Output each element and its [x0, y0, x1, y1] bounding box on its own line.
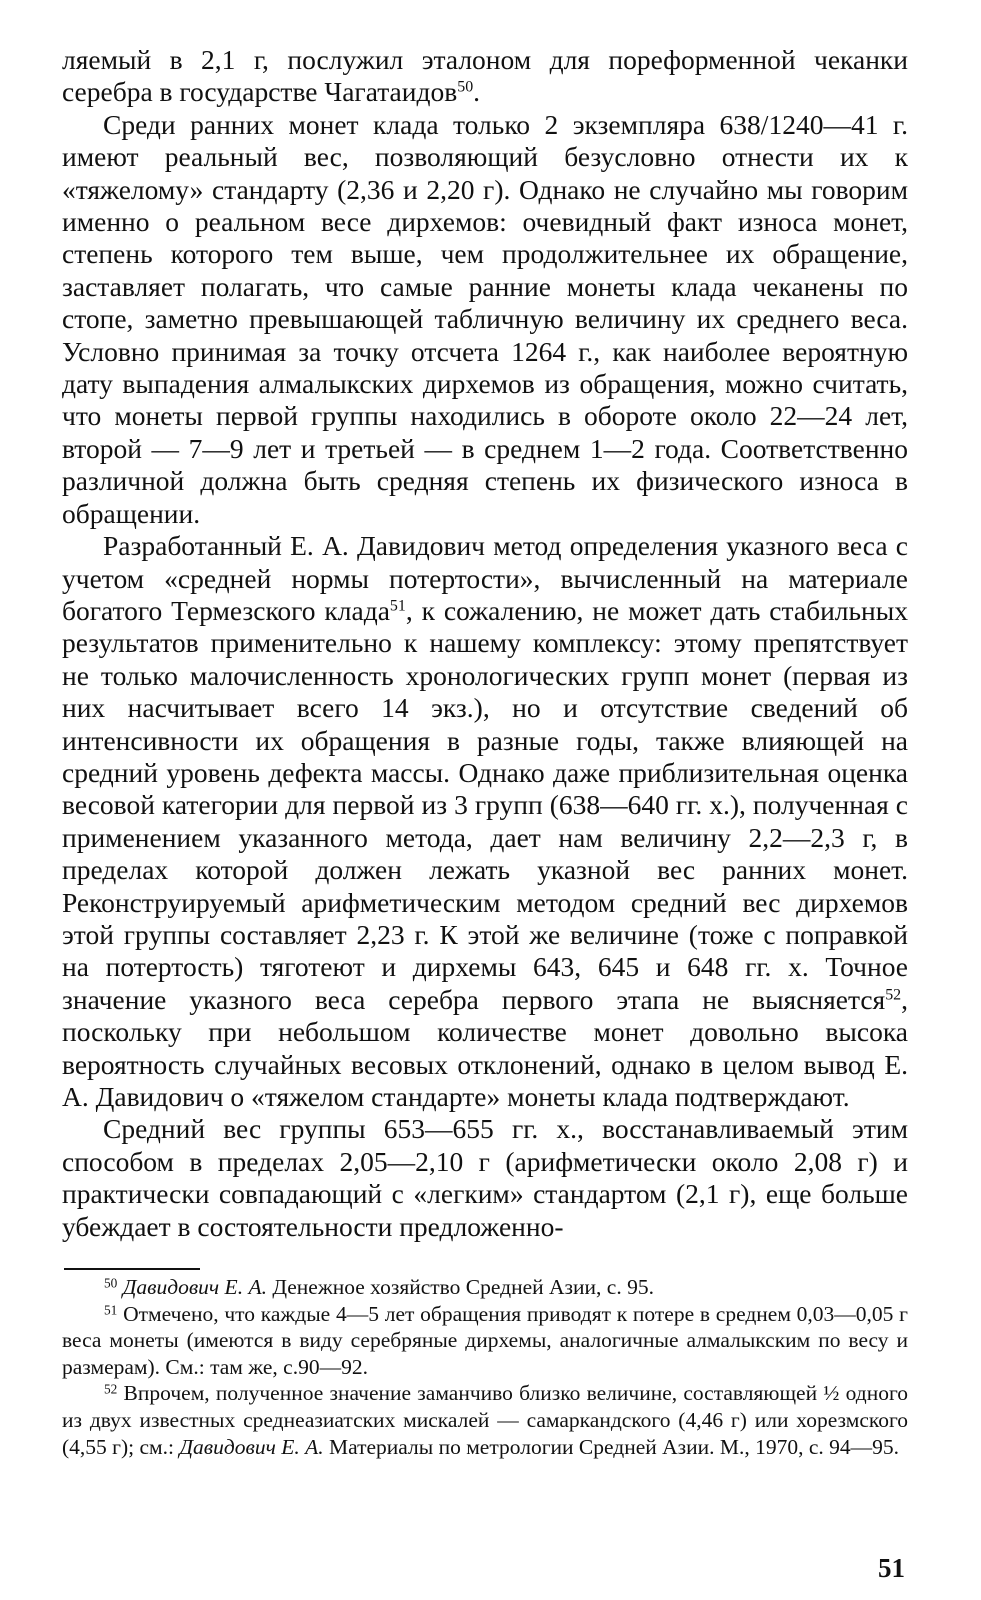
footnote-ref-51: 51	[389, 597, 406, 615]
paragraph-text: Среди ранних монет клада только 2 экземпляра 638/1240—41 г. имеют реальный вес, позволяющий безусловно отнести их к «тяжелому» стандарту (2,36 и 2,20 г). Однако не случайно мы говорим именно о реальном весе дирхемов: очевидный факт износа монет, степень которого тем выше, чем продолжительнее их обращение, заставляет полагать, что самые ранние монеты клада чеканены по стопе, заметно превышающей табличную величину их среднего веса. Условно принимая за точку отсчета 1264 г., как наиболее вероятную дату выпадения алмалыкских дирхемов из обращения, можно считать, что монеты первой группы находились в обороте около 22—24 лет, второй — 7—9 лет и третьей — в среднем 1—2 года. Соответственно различной должна быть средняя степень их физического износа в обращении.	[62, 108, 908, 529]
paragraph-text: Разработанный Е. А. Давидович метод определения указного веса с учетом «средней нормы потертости», вычисленный на материале богатого Термезского клада	[62, 530, 908, 626]
footnote-51	[62, 1301, 908, 1381]
paragraph-text: , поскольку при небольшом количестве монет довольно высока вероятность случайных весовых отклонений, однако в целом вывод Е. А. Давидович о «тяжелом стандарте» монеты клада подтверждают.	[62, 983, 908, 1112]
paragraph-text: Средний вес группы 653—655 гг. х., восстанавливаемый этим способом в пределах 2,05—2,10 г (арифметически около 2,08 г) и практически совпадающий с «легким» стандартом (2,1 г), еще больше убеждает в состоятельности предложенно-	[62, 1113, 908, 1242]
footnote-text: Материалы по метрологии Средней Азии. М., 1970, с. 94—95.	[323, 1434, 900, 1459]
paragraph-text: .	[473, 76, 481, 108]
footnote-text: Денежное хозяйство Средней Азии, с. 95.	[266, 1275, 654, 1299]
page-number: 51	[878, 1553, 905, 1583]
footnote-50	[62, 1274, 908, 1301]
paragraph-text: , к сожалению, не может дать стабильных результатов применительно к нашему комплексу: этому препятствует не только малочисленность хронологических групп монет (первая из них насчитывает всего 14 экз.), но и отсутствие сведений об интенсивности их обращения в разные годы, также влияющей на средний уровень дефекта массы. Однако даже приблизительная оценка весовой категории для первой из 3 групп (638—640 гг. х.), полученная с применением указанного метода, дает нам величину 2,2—2,3 г, в пределах которой должен лежать указной вес ранних монет. Реконструируемый арифметическим методом средний вес дирхемов этой группы составляет 2,23 г. К этой же величине (тоже с поправкой на потертость) тяготеют и дирхемы 643, 645 и 648 гг. х. Точное значение указного веса серебра первого этапа не выясняется	[62, 594, 908, 1015]
footnote-number: 50	[104, 1275, 118, 1291]
paragraph-2	[62, 109, 908, 530]
footnote-text: Впрочем, полученное значение заманчиво близко величине, составляющей ½ одного из двух известных среднеазиатских мискалей — самаркандского (4,46 г) или хорезмского (4,55 г); см.:	[62, 1381, 908, 1459]
footnote-author: Давидович Е. А.	[179, 1434, 324, 1459]
main-text	[62, 44, 908, 1243]
footnote-ref-52: 52	[885, 986, 902, 1004]
footnote-number: 52	[104, 1381, 118, 1397]
footnote-number: 51	[104, 1301, 118, 1317]
paragraph-4	[62, 1113, 908, 1243]
footnote-text: Отмечено, что каждые 4—5 лет обращения приводят к потере в среднем 0,03—0,05 г веса монеты (имеются в виду серебряные дирхемы, аналогичные алмалыкским по весу и размерам). См.: там же, с.90—92.	[62, 1301, 908, 1379]
paragraph-1	[62, 44, 908, 109]
footnote-ref-50: 50	[457, 78, 474, 96]
footnote-author: Давидович Е. А.	[122, 1275, 267, 1299]
footnotes	[62, 1274, 908, 1460]
footnote-separator	[64, 1268, 200, 1270]
paragraph-text: ляемый в 2,1 г, послужил эталоном для пореформенной чеканки серебра в государстве Чагатаидов	[62, 44, 908, 108]
footnote-52	[62, 1380, 908, 1460]
paragraph-3	[62, 530, 908, 1113]
